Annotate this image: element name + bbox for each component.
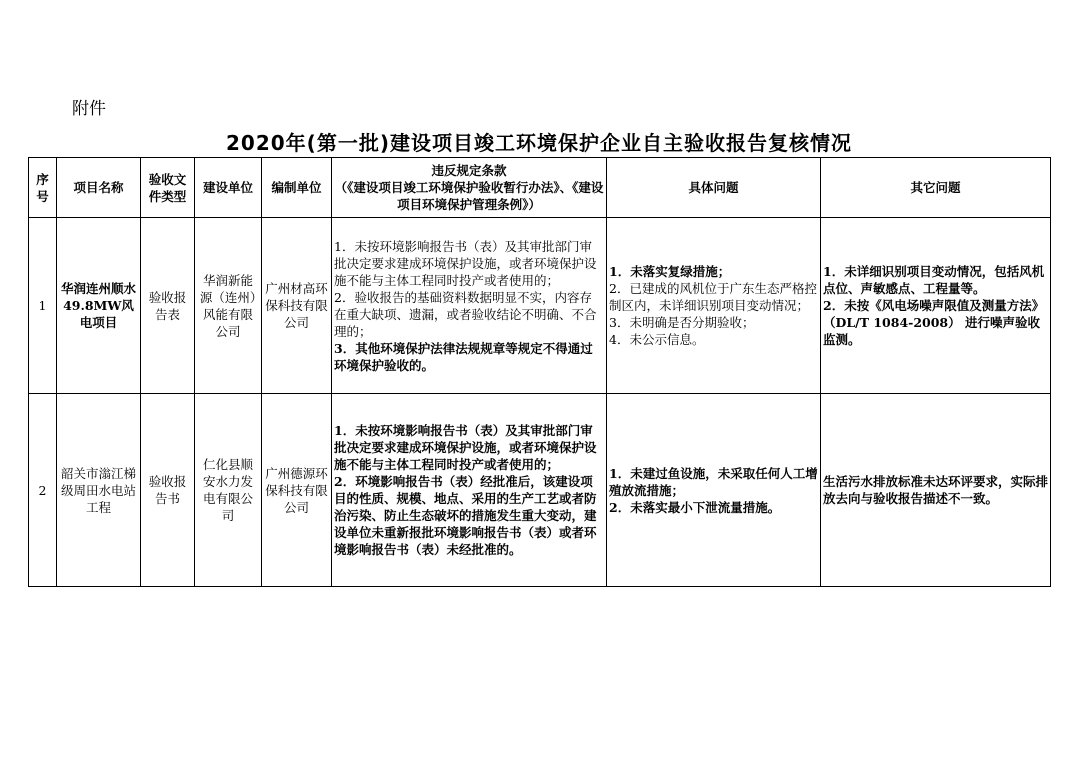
header-project-name: 项目名称 <box>57 158 141 218</box>
other-issue-item: 生活污水排放标准未达环评要求，实际排放去向与验收报告描述不一致。 <box>823 474 1049 506</box>
annex-label: 附件 <box>72 99 106 119</box>
issue-item: 1．未落实复绿措施； <box>609 264 731 279</box>
cell-other-issues <box>821 394 1051 587</box>
header-violation <box>332 158 607 218</box>
violation-item: 3．其他环境保护法律法规规章等规定不得通过环境保护验收的。 <box>334 340 593 373</box>
review-table <box>28 157 1051 587</box>
violation-item: 2．环境影响报告书（表）经批准后，该建设项目的性质、规模、地点、采用的生产工艺或者防治污染、防止生态破坏的措施发生重大变动，建设单位未重新报批环境影响报告书（表）或者环境影响报告书（表）未经批准的。 <box>334 474 597 557</box>
cell-violations <box>332 218 607 394</box>
cell-issues <box>607 218 821 394</box>
cell-doc-type: 验收报告书 <box>141 394 195 587</box>
cell-project-name: 韶关市滃江梯级周田水电站工程 <box>57 394 141 587</box>
cell-no: 1 <box>29 218 57 394</box>
issue-item: 4．未公示信息。 <box>609 332 705 347</box>
other-issue-item: 1．未详细识别项目变动情况，包括风机点位、声敏感点、工程量等。 <box>823 264 1045 296</box>
cell-no: 2 <box>29 394 57 587</box>
violation-item: 1．未按环境影响报告书（表）及其审批部门审批决定要求建成环境保护设施，或者环境保护设施不能与主体工程同时投产或者使用的； <box>334 238 597 288</box>
header-other-issues: 其它问题 <box>821 158 1051 218</box>
cell-builder: 华润新能源（连州）风能有限公司 <box>195 218 262 394</box>
violation-item: 2．验收报告的基础资料数据明显不实，内容存在重大缺项、遗漏，或者验收结论不明确、不合理的； <box>334 289 597 339</box>
issue-item: 1．未建过鱼设施，未采取任何人工增殖放流措施； <box>609 465 818 498</box>
cell-compiler: 广州德源环保科技有限公司 <box>262 394 332 587</box>
header-issues: 具体问题 <box>607 158 821 218</box>
header-violation-sub: （《建设项目竣工环境保护验收暂行办法》、《建设项目环境保护管理条例》） <box>334 180 604 212</box>
cell-compiler: 广州材高环保科技有限公司 <box>262 218 332 394</box>
header-builder: 建设单位 <box>195 158 262 218</box>
cell-issues <box>607 394 821 587</box>
table-row <box>29 394 1051 587</box>
issue-item: 2．已建成的风机位于广东生态严格控制区内，未详细识别项目变动情况； <box>609 281 817 313</box>
header-no: 序号 <box>29 158 57 218</box>
cell-builder: 仁化县顺安水力发电有限公司 <box>195 394 262 587</box>
issue-item: 3．未明确是否分期验收； <box>609 315 755 330</box>
cell-other-issues <box>821 218 1051 394</box>
cell-doc-type: 验收报告表 <box>141 218 195 394</box>
issue-item: 2．未落实最小下泄流量措施。 <box>609 499 781 515</box>
header-doc-type: 验收文件类型 <box>141 158 195 218</box>
header-compiler: 编制单位 <box>262 158 332 218</box>
page-title: 2020年(第一批)建设项目竣工环境保护企业自主验收报告复核情况 <box>226 131 852 155</box>
cell-violations <box>332 394 607 587</box>
other-issue-item: 2．未按《风电场噪声限值及测量方法》（DL/T 1084-2008） 进行噪声验收监测。 <box>823 298 1045 347</box>
header-violation-title: 违反规定条款 <box>431 163 507 178</box>
cell-project-name: 华润连州顺水49.8MW风电项目 <box>57 218 141 394</box>
violation-item: 1．未按环境影响报告书（表）及其审批部门审批决定要求建成环境保护设施，或者环境保护设施不能与主体工程同时投产或者使用的； <box>334 423 597 472</box>
header-row <box>29 158 1051 218</box>
table-row <box>29 218 1051 394</box>
